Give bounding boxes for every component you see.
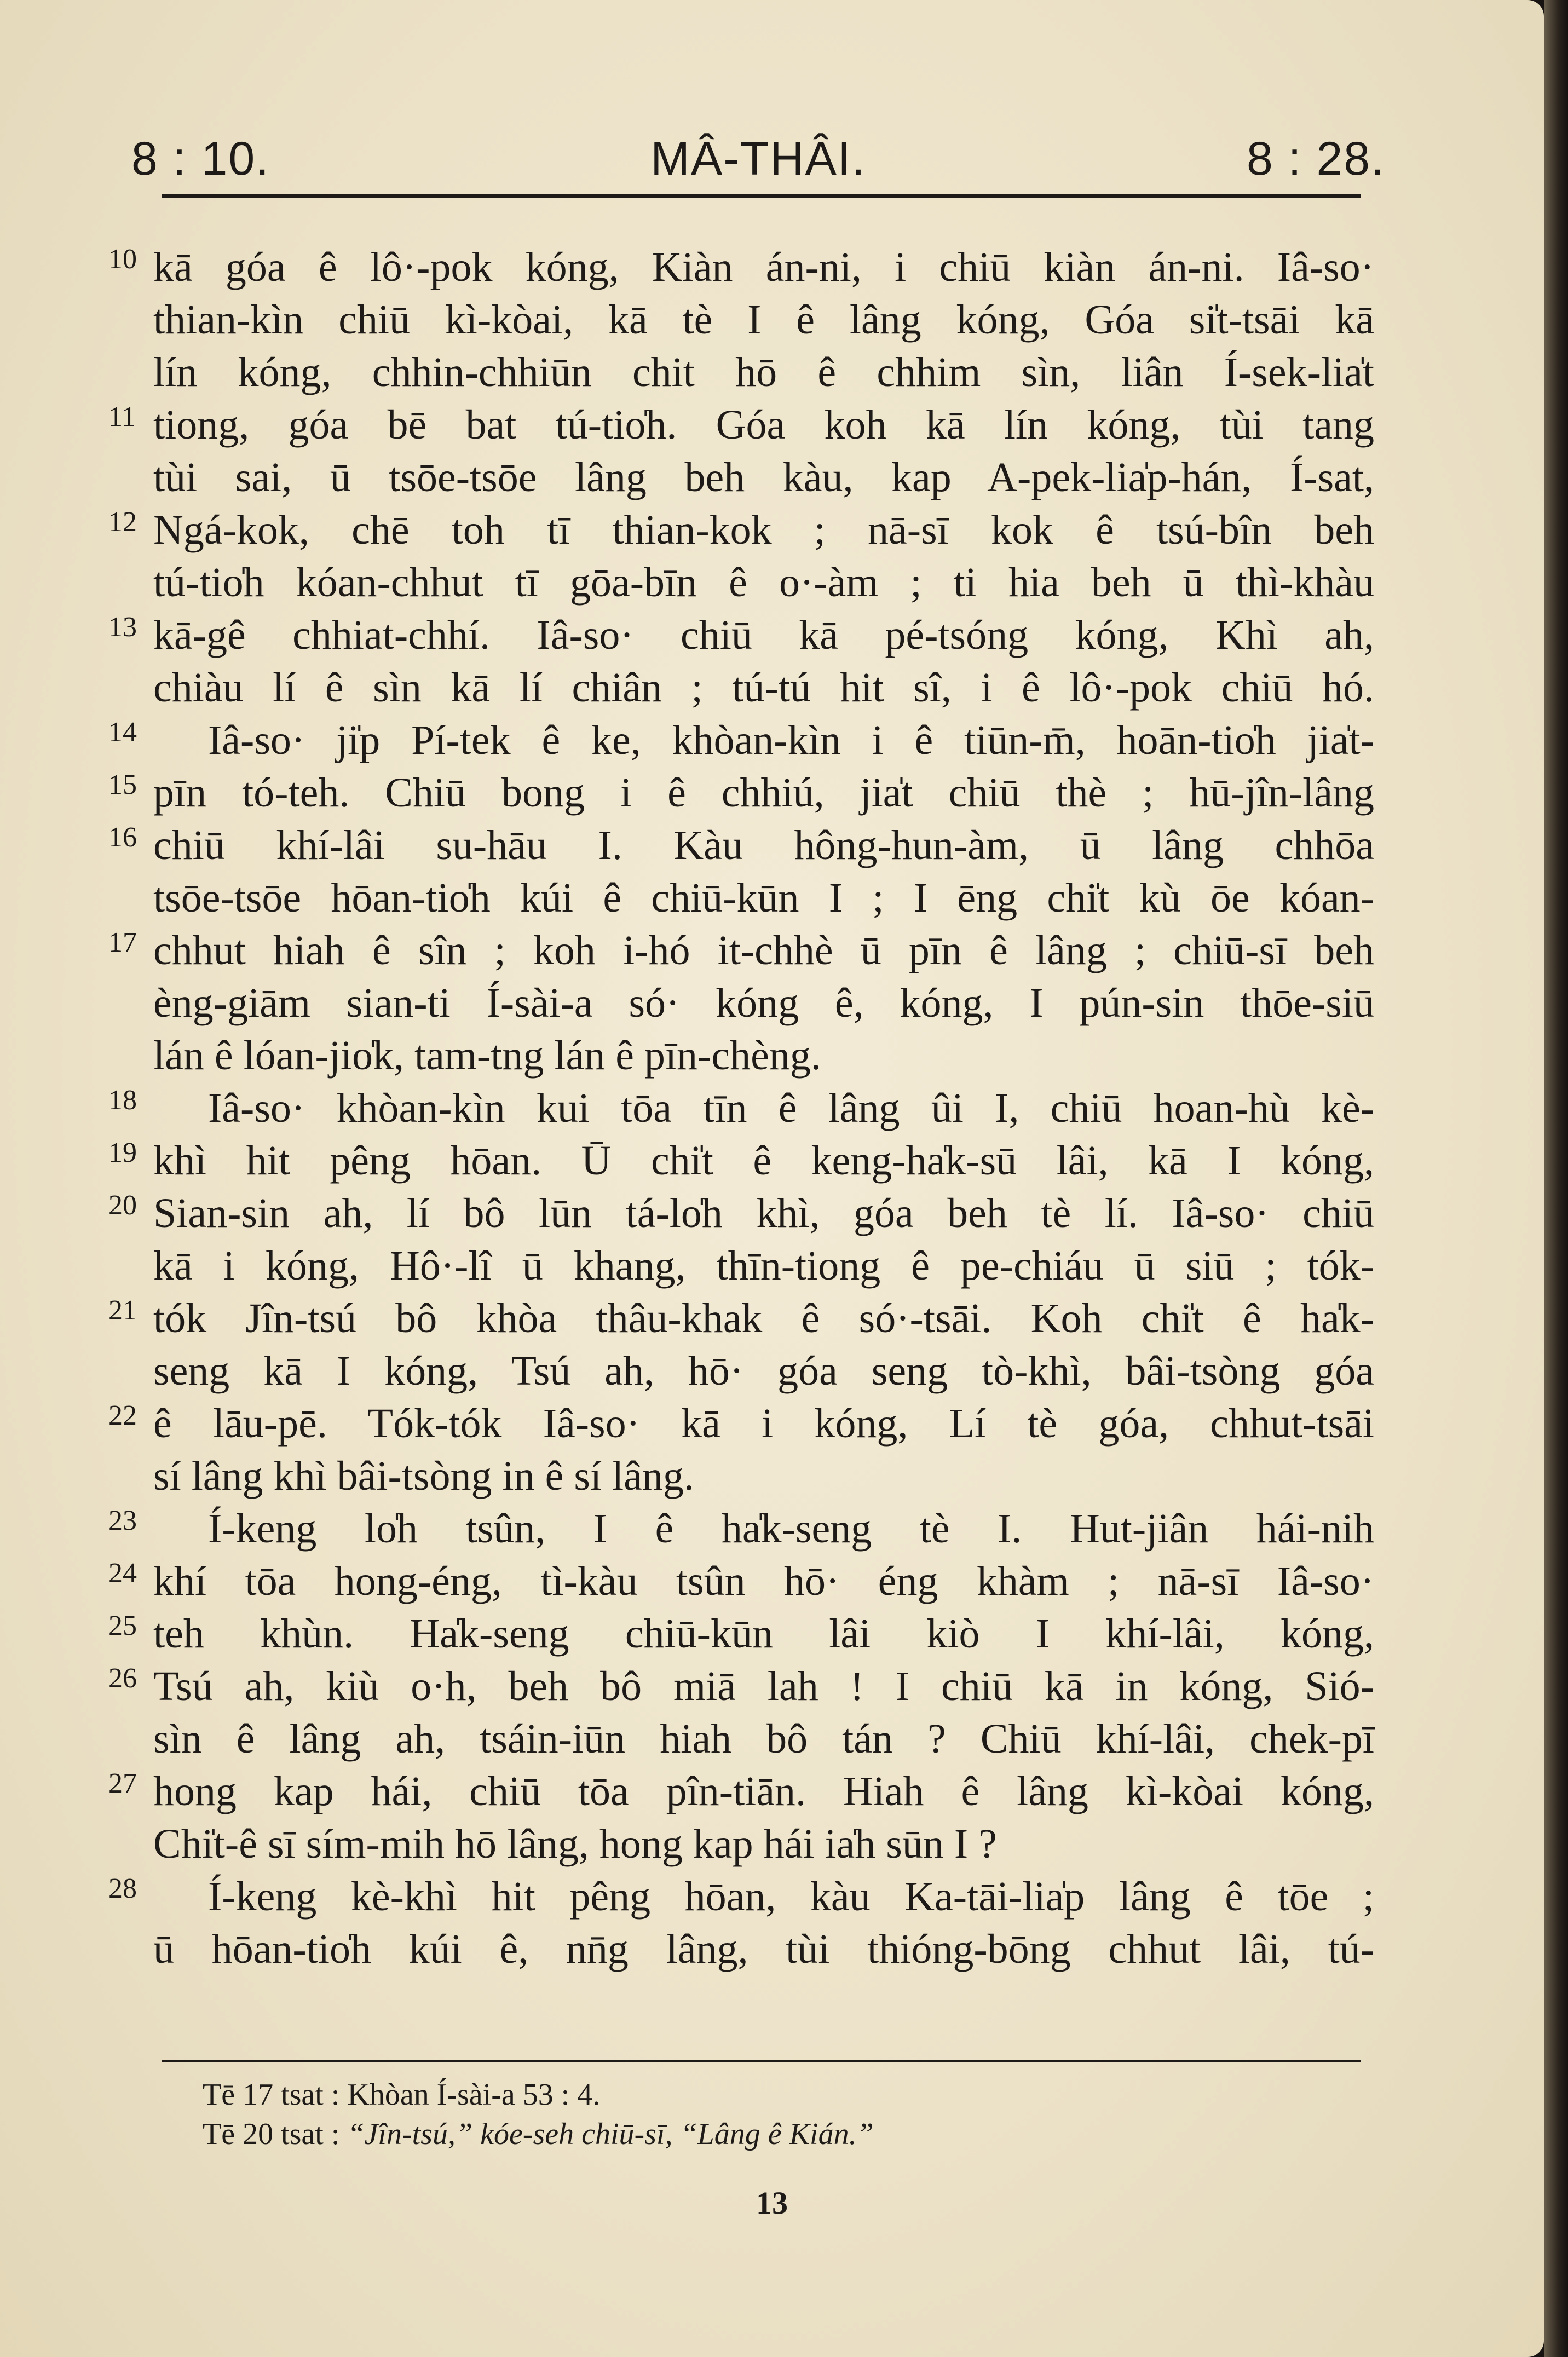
line-text: tók Jîn-tsú bô khòa thâu-khak ê só·-tsāi. Koh chi̍t ê ha̍k- — [153, 1295, 1374, 1341]
text-line — [108, 1397, 1374, 1450]
text-line — [153, 977, 1374, 1029]
line-text: tùi sai, ū tsōe-tsōe lâng beh kàu, kap A-pek-lia̍p-hán, Í-sat, — [153, 454, 1374, 500]
text-line — [108, 1555, 1374, 1607]
line-text: khì hit pêng hōan. Ū chi̍t ê keng-ha̍k-sū lâi, kā I kóng, — [153, 1138, 1374, 1184]
text-line — [108, 241, 1374, 293]
line-text: tiong, góa bē bat tú-tio̍h. Góa koh kā lín kóng, tùi tang — [153, 402, 1374, 448]
line-text: Í-keng kè-khì hit pêng hōan, kàu Ka-tāi-lia̍p lâng ê tōe ; — [208, 1874, 1374, 1920]
verse-number: 26 — [108, 1663, 137, 1694]
line-text: thian-kìn chiū kì-kòai, kā tè I ê lâng kóng, Góa si̍t-tsāi kā — [153, 297, 1374, 343]
text-line — [153, 1240, 1374, 1292]
line-text: tú-tio̍h kóan-chhut tī gōa-bīn ê o·-àm ; ti hia beh ū thì-khàu — [153, 560, 1374, 606]
verse-number: 21 — [108, 1295, 137, 1326]
line-text: Sian-sin ah, lí bô lūn tá-lo̍h khì, góa beh tè lí. Iâ-so· chiū — [153, 1190, 1374, 1236]
text-line — [153, 1029, 1374, 1082]
text-line — [108, 1502, 1374, 1555]
line-text: hong kap hái, chiū tōa pîn-tiān. Hiah ê lâng kì-kòai kóng, — [153, 1768, 1374, 1814]
line-text: Iâ-so· ji̍p Pí-tek ê ke, khòan-kìn i ê tiūn-m̄, hoān-tio̍h jia̍t- — [208, 717, 1374, 763]
verse-number: 23 — [108, 1505, 137, 1536]
line-text: sìn ê lâng ah, tsáin-iūn hiah bô tán ? Chiū khí-lâi, chek-pī — [153, 1716, 1374, 1762]
verse-number: 17 — [108, 927, 137, 958]
verse-number: 28 — [108, 1873, 137, 1904]
footnote-ref: Tē 20 tsat : — [203, 2117, 340, 2151]
text-line — [108, 1660, 1374, 1713]
text-line — [108, 504, 1374, 556]
footnotes — [203, 2075, 1352, 2154]
verse-number: 13 — [108, 612, 137, 643]
text-line — [108, 1870, 1374, 1923]
text-line — [153, 293, 1374, 346]
verse-number: 14 — [108, 717, 137, 748]
text-line — [108, 924, 1374, 977]
verse-number: 27 — [108, 1768, 137, 1799]
line-text: Ngá-kok, chē toh tī thian-kok ; nā-sī kok ê tsú-bîn beh — [153, 507, 1374, 553]
text-line — [108, 819, 1374, 872]
line-text: Tsú ah, kiù o·h, beh bô miā lah ! I chiū kā in kóng, Sió- — [153, 1663, 1374, 1709]
verse-number: 11 — [108, 401, 136, 433]
text-line — [108, 714, 1374, 767]
header-left-reference: 8 : 10. — [131, 132, 270, 185]
text-line — [108, 1292, 1374, 1345]
header-rule — [162, 194, 1361, 198]
line-text: ū hōan-tio̍h kúi ê, nn̄g lâng, tùi thióng-bōng chhut lâi, tú- — [153, 1926, 1374, 1972]
verse-number: 18 — [108, 1085, 137, 1116]
text-line — [153, 661, 1374, 714]
text-line — [108, 1082, 1374, 1134]
text-line — [108, 1765, 1374, 1818]
verse-number: 19 — [108, 1137, 137, 1168]
footnote-text: Khòan Í-sài-a 53 : 4. — [347, 2078, 601, 2112]
text-line — [108, 399, 1374, 451]
line-text: sí lâng khì bâi-tsòng in ê sí lâng. — [153, 1453, 694, 1499]
line-text: lán ê lóan-jio̍k, tam-tng lán ê pīn-chèng. — [153, 1033, 821, 1079]
line-text: kā-gê chhiat-chhí. Iâ-so· chiū kā pé-tsóng kóng, Khì ah, — [153, 612, 1374, 658]
verse-number: 25 — [108, 1610, 137, 1641]
page-number: 13 — [756, 2185, 788, 2221]
book-edge-shadow — [1544, 0, 1568, 2357]
line-text: Chi̍t-ê sī sím-mih hō lâng, hong kap hái ia̍h sūn I ? — [153, 1821, 997, 1867]
verse-number: 16 — [108, 822, 137, 853]
line-text: chiū khí-lâi su-hāu I. Kàu hông-hun-àm, ū lâng chhōa — [153, 822, 1374, 868]
line-text: teh khùn. Ha̍k-seng chiū-kūn lâi kiò I khí-lâi, kóng, — [153, 1611, 1374, 1657]
text-line — [153, 1450, 1374, 1502]
line-text: kā i kóng, Hô·-lî ū khang, thīn-tiong ê pe-chiáu ū siū ; tók- — [153, 1243, 1374, 1289]
text-line — [153, 1345, 1374, 1397]
text-line — [153, 346, 1374, 399]
footnote-rule — [162, 2060, 1361, 2062]
text-line — [108, 609, 1374, 661]
line-text: chhut hiah ê sîn ; koh i-hó it-chhè ū pīn ê lâng ; chiū-sī beh — [153, 927, 1374, 973]
footnote-text: “Jîn-tsú,” kóe-seh chiū-sī, “Lâng ê Kián.” — [347, 2117, 874, 2151]
text-line — [108, 767, 1374, 819]
verse-number: 15 — [108, 769, 137, 800]
line-text: seng kā I kóng, Tsú ah, hō· góa seng tò-khì, bâi-tsòng góa — [153, 1348, 1374, 1394]
text-line — [108, 1187, 1374, 1240]
header-right-reference: 8 : 28. — [1246, 132, 1385, 185]
text-line — [108, 1607, 1374, 1660]
verse-number: 24 — [108, 1558, 137, 1589]
footnote — [203, 2075, 1352, 2114]
line-text: Iâ-so· khòan-kìn kui tōa tīn ê lâng ûi I, chiū hoan-hù kè- — [208, 1085, 1374, 1131]
text-line — [153, 1818, 1374, 1870]
line-text: pīn tó-teh. Chiū bong i ê chhiú, jia̍t chiū thè ; hū-jîn-lâng — [153, 770, 1374, 816]
page-title: MÂ-THÂI. — [650, 132, 866, 185]
verse-number: 22 — [108, 1400, 137, 1431]
line-text: ê lāu-pē. Tók-tók Iâ-so· kā i kóng, Lí tè góa, chhut-tsāi — [153, 1401, 1374, 1447]
line-text: èng-giām sian-ti Í-sài-a só· kóng ê, kóng, I pún-sin thōe-siū — [153, 980, 1374, 1026]
line-text: Í-keng lo̍h tsûn, I ê ha̍k-seng tè I. Hut-jiân hái-nih — [208, 1506, 1374, 1552]
line-text: tsōe-tsōe hōan-tio̍h kúi ê chiū-kūn I ; I ēng chi̍t kù ōe kóan- — [153, 875, 1374, 921]
running-header — [131, 126, 1385, 192]
line-text: chiàu lí ê sìn kā lí chiân ; tú-tú hit sî, i ê lô·-pok chiū hó. — [153, 665, 1374, 711]
text-line — [153, 872, 1374, 924]
footnote-ref: Tē 17 tsat : — [203, 2078, 340, 2112]
verse-number: 20 — [108, 1190, 137, 1221]
line-text: khí tōa hong-éng, tì-kàu tsûn hō· éng khàm ; nā-sī Iâ-so· — [153, 1558, 1374, 1604]
line-text: lín kóng, chhin-chhiūn chit hō ê chhim sìn, liân Í-sek-lia̍t — [153, 349, 1374, 395]
text-line — [108, 1134, 1374, 1187]
text-line — [153, 451, 1374, 504]
verse-number: 12 — [108, 506, 137, 538]
text-line — [153, 556, 1374, 609]
text-line — [153, 1923, 1374, 1975]
line-text: kā góa ê lô·-pok kóng, Kiàn án-ni, i chiū kiàn án-ni. Iâ-so· — [153, 244, 1374, 290]
footnote — [203, 2114, 1352, 2154]
scripture-text — [108, 241, 1374, 1975]
verse-number: 10 — [108, 244, 137, 275]
text-line — [153, 1713, 1374, 1765]
